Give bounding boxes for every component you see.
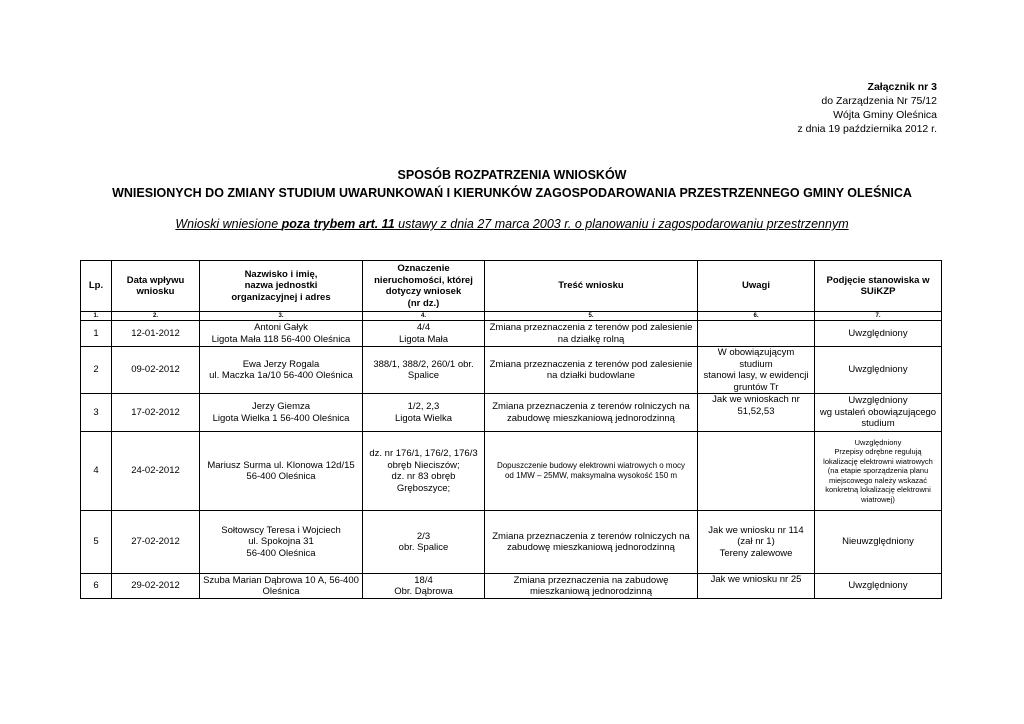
issuer: Wójta Gminy Oleśnica (833, 109, 937, 121)
cell-property: 18/4 Obr. Dąbrowa (363, 574, 485, 599)
cell-name: Mariusz Surma ul. Klonowa 12d/15 56-400 Oleśnica (200, 432, 363, 511)
cell-notes: Jak we wniosku nr 114 (zał nr 1) Tereny zalewowe (698, 511, 815, 574)
cell-content: Zmiana przeznaczenia na zabudowę mieszkaniową jednorodzinną (485, 574, 698, 599)
cell-property: 4/4 Ligota Mała (363, 321, 485, 347)
column-number: 1. (81, 312, 112, 321)
cell-notes: Jak we wniosku nr 25 (698, 574, 815, 599)
header-decision: Podjęcie stanowiska w SUiKZP (815, 261, 942, 312)
table-row (81, 511, 942, 574)
cell-date: 24-02-2012 (112, 432, 200, 511)
document-title (0, 166, 1024, 202)
table-row (81, 321, 942, 347)
attachment-header (797, 80, 937, 136)
header-content: Treść wniosku (485, 261, 698, 312)
table-row (81, 394, 942, 432)
cell-content: Zmiana przeznaczenia z terenów pod zalesienie na działki budowlane (485, 347, 698, 394)
cell-notes (698, 321, 815, 347)
cell-property: dz. nr 176/1, 176/2, 176/3 obręb Nieciszów; dz. nr 83 obręb Gręboszyce; (363, 432, 485, 511)
cell-name: Sołtowscy Teresa i Wojciech ul. Spokojna 31 56-400 Oleśnica (200, 511, 363, 574)
cell-content: Zmiana przeznaczenia z terenów rolniczych na zabudowę mieszkaniową jednorodzinną (485, 394, 698, 432)
table-row (81, 574, 942, 599)
header-notes: Uwagi (698, 261, 815, 312)
cell-notes: Jak we wnioskach nr 51,52,53 (698, 394, 815, 432)
cell-decision: Uwzględniony (815, 347, 942, 394)
cell-date: 29-02-2012 (112, 574, 200, 599)
cell-date: 12-01-2012 (112, 321, 200, 347)
column-number-row (81, 312, 942, 321)
column-number: 6. (698, 312, 815, 321)
title-line-1: SPOSÓB ROZPATRZENIA WNIOSKÓW (397, 168, 627, 182)
issue-date: z dnia 19 października 2012 r. (797, 123, 937, 135)
cell-content: Zmiana przeznaczenia z terenów rolniczych na zabudowę mieszkaniową jednorodzinną (485, 511, 698, 574)
cell-property: 1/2, 2,3 Ligota Wielka (363, 394, 485, 432)
cell-name: Szuba Marian Dąbrowa 10 A, 56-400 Oleśnica (200, 574, 363, 599)
cell-name: Ewa Jerzy Rogala ul. Maczka 1a/10 56-400 Oleśnica (200, 347, 363, 394)
cell-lp: 3 (81, 394, 112, 432)
cell-date: 17-02-2012 (112, 394, 200, 432)
column-number: 2. (112, 312, 200, 321)
header-name: Nazwisko i imię, nazwa jednostki organizacyjnej i adres (200, 261, 363, 312)
cell-decision: Uwzględniony (815, 321, 942, 347)
table-row (81, 432, 942, 511)
cell-name: Antoni Gałyk Ligota Mała 118 56-400 Oleśnica (200, 321, 363, 347)
cell-notes: W obowiązującym studium stanowi lasy, w ewidencji gruntów Tr (698, 347, 815, 394)
cell-property: 388/1, 388/2, 260/1 obr. Spalice (363, 347, 485, 394)
table-row (81, 347, 942, 394)
column-number: 5. (485, 312, 698, 321)
applications-table (80, 260, 942, 599)
cell-content: Zmiana przeznaczenia z terenów pod zalesienie na działkę rolną (485, 321, 698, 347)
attachment-number: Załącznik nr 3 (867, 81, 937, 93)
cell-content: Dopuszczenie budowy elektrowni wiatrowych o mocy od 1MW – 25MW, maksymalna wysokość 150 m (485, 432, 698, 511)
header-date: Data wpływu wniosku (112, 261, 200, 312)
cell-date: 09-02-2012 (112, 347, 200, 394)
cell-decision: Nieuwzględniony (815, 511, 942, 574)
cell-date: 27-02-2012 (112, 511, 200, 574)
cell-lp: 2 (81, 347, 112, 394)
cell-lp: 5 (81, 511, 112, 574)
cell-name: Jerzy Giemza Ligota Wielka 1 56-400 Oleśnica (200, 394, 363, 432)
cell-lp: 6 (81, 574, 112, 599)
cell-notes (698, 432, 815, 511)
cell-property: 2/3 obr. Spalice (363, 511, 485, 574)
cell-lp: 4 (81, 432, 112, 511)
column-number: 7. (815, 312, 942, 321)
header-lp: Lp. (81, 261, 112, 312)
column-number: 3. (200, 312, 363, 321)
cell-decision: Uwzględniony Przepisy odrębne regulują lokalizację elektrowni wiatrowych (na etapie sporządzenia planu miejscowego należy wskazać konkretną lokalizację elektrowni wiatrowej) (815, 432, 942, 511)
title-line-2: WNIESIONYCH DO ZMIANY STUDIUM UWARUNKOWAŃ I KIERUNKÓW ZAGOSPODAROWANIA PRZESTRZENNEGO GMINY OLEŚNICA (112, 186, 912, 200)
table-header-row (81, 261, 942, 312)
subtitle-part-1: Wnioski wniesione (175, 217, 282, 231)
document-subtitle (0, 217, 1024, 231)
cell-decision: Uwzględniony wg ustaleń obowiązującego studium (815, 394, 942, 432)
ordinance-reference: do Zarządzenia Nr 75/12 (821, 95, 937, 107)
cell-lp: 1 (81, 321, 112, 347)
cell-decision: Uwzględniony (815, 574, 942, 599)
column-number: 4. (363, 312, 485, 321)
subtitle-part-2: poza trybem art. 11 (281, 217, 395, 231)
subtitle-part-3: ustawy z dnia 27 marca 2003 r. o planowaniu i zagospodarowaniu przestrzennym (394, 217, 849, 231)
header-property: Oznaczenie nieruchomości, której dotyczy wniosek (nr dz.) (363, 261, 485, 312)
